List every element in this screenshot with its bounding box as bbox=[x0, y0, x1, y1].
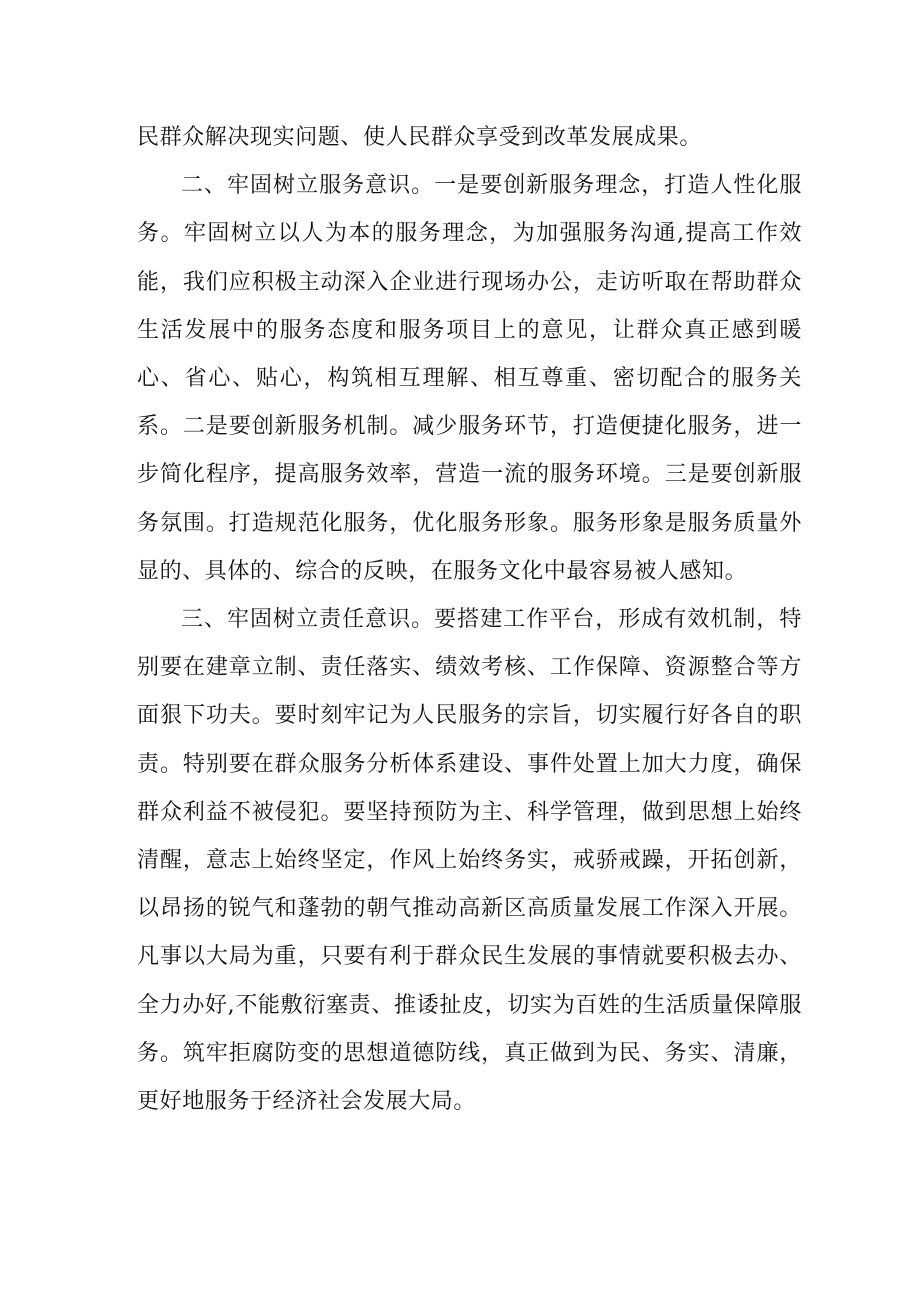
document-body bbox=[137, 114, 802, 1126]
paragraph-service-awareness: 二、牢固树立服务意识。一是要创新服务理念，打造人性化服务。牢固树立以人为本的服务理念，为加强服务沟通,提高工作效能，我们应积极主动深入企业进行现场办公，走访听取在帮助群众生活发展中的服务态度和服务项目上的意见，让群众真正感到暖心、省心、贴心，构筑相互理解、相互尊重、密切配合的服务关系。二是要创新服务机制。减少服务环节，打造便捷化服务，进一步简化程序，提高服务效率，营造一流的服务环境。三是要创新服务氛围。打造规范化服务，优化服务形象。服务形象是服务质量外显的、具体的、综合的反映，在服务文化中最容易被人感知。 bbox=[137, 173, 802, 584]
paragraph-continuation: 民群众解决现实问题、使人民群众享受到改革发展成果。 bbox=[137, 125, 703, 150]
paragraph-responsibility-awareness: 三、牢固树立责任意识。要搭建工作平台，形成有效机制，特别要在建章立制、责任落实、绩效考核、工作保障、资源整合等方面狠下功夫。要时刻牢记为人民服务的宗旨，切实履行好各自的职责。特别要在群众服务分析体系建设、事件处置上加大力度，确保群众利益不被侵犯。要坚持预防为主、科学管理，做到思想上始终清醒，意志上始终坚定，作风上始终务实，戒骄戒躁，开拓创新，以昂扬的锐气和蓬勃的朝气推动高新区高质量发展工作深入开展。凡事以大局为重，只要有利于群众民生发展的事情就要积极去办、全力办好,不能敷衍塞责、推诿扯皮，切实为百姓的生活质量保障服务。筑牢拒腐防变的思想道德防线，真正做到为民、务实、清廉，更好地服务于经济社会发展大局。 bbox=[137, 607, 802, 1115]
